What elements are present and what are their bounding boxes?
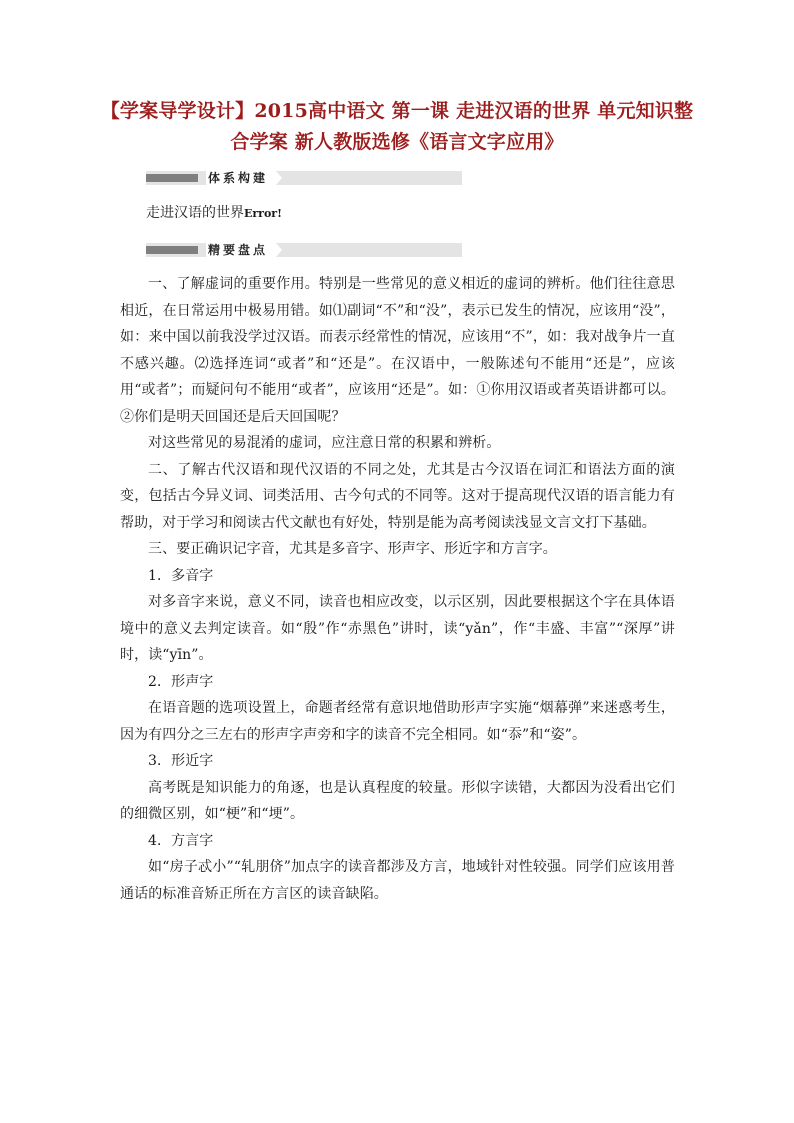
section-header-marker <box>146 174 198 182</box>
paragraph: 1．多音字 <box>148 567 214 584</box>
paragraph: 高考既是知识能力的角逐，也是认真程度的较量。形似字读错，大都因为没看出它们的细微区别，如“梗”和“埂”。 <box>120 779 675 822</box>
paragraph: 二、了解古代汉语和现代汉语的不同之处，尤其是古今汉语在词汇和语法方面的演变，包括古今异义词、词类活用、古今句式的不同等。这对于提高现代汉语的语言能力有帮助，对于学习和阅读古代文献也有好处，特别是能为高考阅读浅显文言文打下基础。 <box>120 461 675 531</box>
paragraph: 在语音题的选项设置上，命题者经常有意识地借助形声字实施“烟幕弹”来迷惑考生，因为有四分之三左右的形声字声旁和字的读音不完全相同。如“忝”和“姿”。 <box>120 700 675 743</box>
system-line <box>146 203 282 224</box>
section-header-marker <box>146 246 198 254</box>
paragraph: 2．形声字 <box>148 673 214 690</box>
section-header-system <box>146 171 462 185</box>
paragraph: 4．方言字 <box>148 832 214 849</box>
paragraph: 对这些常见的易混淆的虚词，应注意日常的积累和辨析。 <box>148 435 501 451</box>
section-header-label: 精要盘点 <box>206 241 276 259</box>
body-text <box>120 271 675 907</box>
system-line-text: 走进汉语的世界 <box>146 205 244 221</box>
paragraph: 如“房子忒小”“轧朋侪”加点字的读音都涉及方言，地域针对性较强。同学们应该用普通话的标准音矫正所在方言区的读音缺陷。 <box>120 859 675 902</box>
paragraph: 对多音字来说，意义不同，读音也相应改变，以示区别，因此要根据这个字在具体语境中的意义去判定读音。如“殷”作“赤黑色”讲时，读“yǎn”，作“丰盛、丰富”“深厚”讲时，读“yīn”。 <box>120 594 675 663</box>
section-header-label: 体系构建 <box>206 169 276 187</box>
section-header-summary <box>146 243 462 257</box>
error-text: Error! <box>244 207 282 220</box>
document-title: 【学案导学设计】2015高中语文 第一课 走进汉语的世界 单元知识整合学案 新人教版选修《语言文字应用》 <box>100 100 694 153</box>
paragraph: 三、要正确识记字音，尤其是多音字、形声字、形近字和方言字。 <box>148 541 557 557</box>
paragraph: 一、了解虚词的重要作用。特别是一些常见的意义相近的虚词的辨析。他们往往意思相近，在日常运用中极易用错。如⑴副词“不”和“没”，表示已发生的情况，应该用“没”，如：来中国以前我没学过汉语。而表示经常性的情况，应该用“不”，如：我对战争片一直不感兴趣。⑵选择连词“或者”和“还是”。在汉语中，一般陈述句不能用“还是”，应该用“或者”；而疑问句不能用“或者”，应该用“还是”。如：①你用汉语或者英语讲都可以。②你们是明天回国还是后天回国呢？ <box>120 276 675 425</box>
paragraph: 3．形近字 <box>148 753 214 769</box>
